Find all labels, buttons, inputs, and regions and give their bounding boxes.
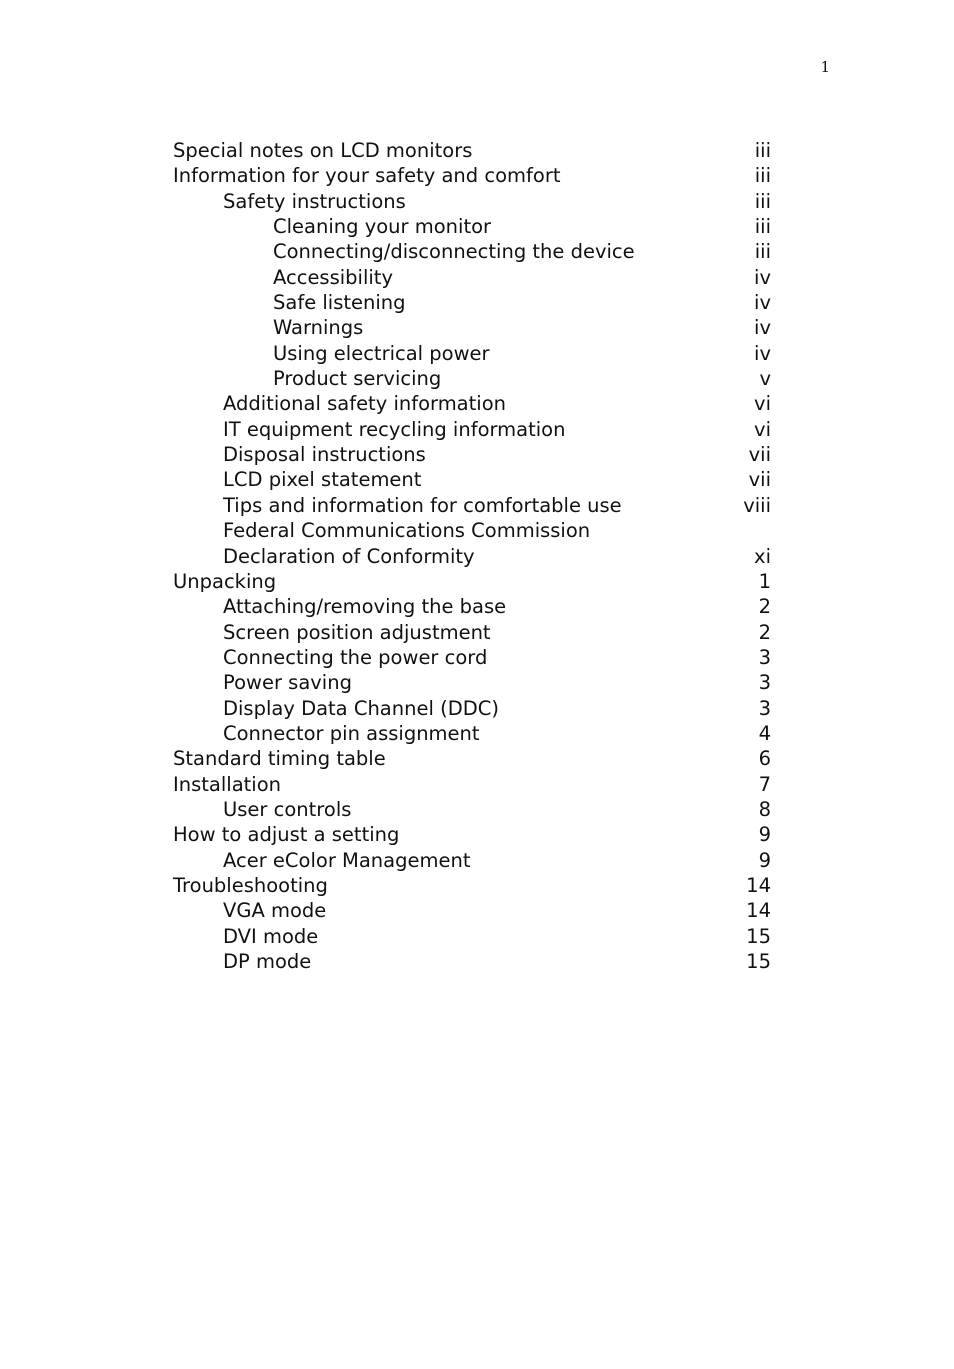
table-of-contents xyxy=(173,135,771,971)
toc-entry[interactable] xyxy=(173,667,771,695)
toc-entry-page: 15 xyxy=(746,924,771,948)
toc-entry-title: VGA mode xyxy=(223,899,327,923)
toc-entry-page: iii xyxy=(754,164,771,188)
page-number: 1 xyxy=(820,58,830,76)
toc-entry[interactable] xyxy=(173,946,771,971)
toc-entry-title: Federal Communications Commission xyxy=(223,519,591,543)
toc-entry-title: Display Data Channel (DDC) xyxy=(223,696,499,720)
toc-entry[interactable] xyxy=(173,363,771,391)
toc-entry-title: User controls xyxy=(223,797,352,821)
toc-entry-page: 2 xyxy=(758,595,771,619)
toc-entry-page: iii xyxy=(754,139,771,162)
toc-entry[interactable] xyxy=(173,617,771,642)
toc-entry[interactable] xyxy=(173,870,771,895)
toc-entry[interactable] xyxy=(173,921,771,946)
toc-entry-page: 4 xyxy=(758,721,771,745)
toc-entry[interactable] xyxy=(173,591,771,619)
toc-entry[interactable] xyxy=(173,160,771,188)
toc-entry-title: Additional safety information xyxy=(223,392,506,416)
toc-entry-page: vi xyxy=(754,417,771,441)
toc-entry-page: 15 xyxy=(746,950,771,973)
toc-entry[interactable] xyxy=(173,414,771,439)
toc-entry-title: Power saving xyxy=(223,671,352,695)
toc-entry-title: Acer eColor Management xyxy=(223,848,471,872)
toc-entry[interactable] xyxy=(173,718,771,743)
toc-entry-title: Warnings xyxy=(273,316,364,340)
toc-entry-title: Tips and information for comfortable use xyxy=(223,493,622,517)
toc-entry-title: Information for your safety and comfort xyxy=(173,164,561,188)
toc-entry-title: Safe listening xyxy=(273,291,406,315)
toc-entry[interactable] xyxy=(173,819,771,847)
toc-entry-page: vii xyxy=(748,468,771,492)
toc-entry[interactable] xyxy=(173,769,771,794)
toc-entry-page: 9 xyxy=(758,823,771,847)
toc-entry-page: 14 xyxy=(746,873,771,897)
toc-entry-title: LCD pixel statement xyxy=(223,468,422,492)
toc-entry-title: Troubleshooting xyxy=(173,873,328,897)
toc-entry-title: Installation xyxy=(173,772,282,796)
toc-entry-title: Attaching/removing the base xyxy=(223,595,507,619)
toc-entry-page: xi xyxy=(754,544,771,568)
toc-entry-page: iv xyxy=(754,341,771,365)
toc-entry-page: 3 xyxy=(758,671,771,695)
toc-entry-page: 8 xyxy=(758,797,771,821)
toc-entry-page: 3 xyxy=(758,696,771,720)
toc-entry-page: iv xyxy=(754,316,771,340)
toc-entry-page: vii xyxy=(748,443,771,467)
toc-entry-title: Safety instructions xyxy=(223,189,406,213)
toc-entry-page: iii xyxy=(754,189,771,213)
toc-entry-title: DVI mode xyxy=(223,924,319,948)
toc-entry-page: 6 xyxy=(758,747,771,771)
toc-entry-title: DP mode xyxy=(223,950,312,973)
toc-entry[interactable] xyxy=(173,693,771,718)
toc-entry-title: Accessibility xyxy=(273,265,393,289)
toc-entry[interactable] xyxy=(173,743,771,771)
toc-entry[interactable] xyxy=(173,566,771,591)
toc-entry[interactable] xyxy=(173,845,771,870)
toc-entry[interactable] xyxy=(173,439,771,467)
toc-entry-title: Product servicing xyxy=(273,367,442,391)
toc-entry[interactable] xyxy=(173,541,771,566)
toc-entry-title: Unpacking xyxy=(173,569,277,593)
toc-entry-page: 14 xyxy=(746,899,771,923)
toc-entry[interactable] xyxy=(173,287,771,315)
toc-entry[interactable] xyxy=(173,490,771,515)
toc-entry-page: vi xyxy=(754,392,771,416)
toc-entry-title: Connecting/disconnecting the device xyxy=(273,240,635,264)
toc-entry-page: iv xyxy=(754,265,771,289)
toc-entry[interactable] xyxy=(173,262,771,287)
toc-entry[interactable] xyxy=(173,794,771,819)
toc-entry-title: How to adjust a setting xyxy=(173,823,400,847)
toc-entry[interactable] xyxy=(173,515,771,543)
toc-entry-title: Screen position adjustment xyxy=(223,620,491,644)
toc-entry[interactable] xyxy=(173,135,771,160)
toc-entry[interactable] xyxy=(173,895,771,923)
toc-entry-page: viii xyxy=(743,493,771,517)
toc-entry-title: Declaration of Conformity xyxy=(223,544,475,568)
toc-entry-title: IT equipment recycling information xyxy=(223,417,566,441)
toc-entry-page: iii xyxy=(754,215,771,239)
toc-entry-page: 7 xyxy=(758,772,771,796)
toc-entry-page: 1 xyxy=(758,569,771,593)
toc-entry-title: Connecting the power cord xyxy=(223,645,488,669)
toc-entry-title: Connector pin assignment xyxy=(223,721,480,745)
toc-entry[interactable] xyxy=(173,642,771,667)
toc-entry-title: Cleaning your monitor xyxy=(273,215,492,239)
toc-entry-page: iii xyxy=(754,240,771,264)
toc-entry[interactable] xyxy=(173,464,771,492)
toc-entry-title: Standard timing table xyxy=(173,747,386,771)
toc-entry[interactable] xyxy=(173,211,771,239)
toc-entry-page: 3 xyxy=(758,645,771,669)
toc-entry-title: Disposal instructions xyxy=(223,443,426,467)
toc-entry[interactable] xyxy=(173,312,771,340)
toc-entry[interactable] xyxy=(173,338,771,363)
toc-entry-page: 9 xyxy=(758,848,771,872)
toc-entry[interactable] xyxy=(173,388,771,416)
toc-entry-page: v xyxy=(759,367,771,391)
toc-entry[interactable] xyxy=(173,236,771,264)
toc-entry-page: iv xyxy=(754,291,771,315)
toc-entry-title: Using electrical power xyxy=(273,341,490,365)
toc-entry-page: 2 xyxy=(758,620,771,644)
toc-entry[interactable] xyxy=(173,186,771,211)
toc-entry-title: Special notes on LCD monitors xyxy=(173,139,473,162)
